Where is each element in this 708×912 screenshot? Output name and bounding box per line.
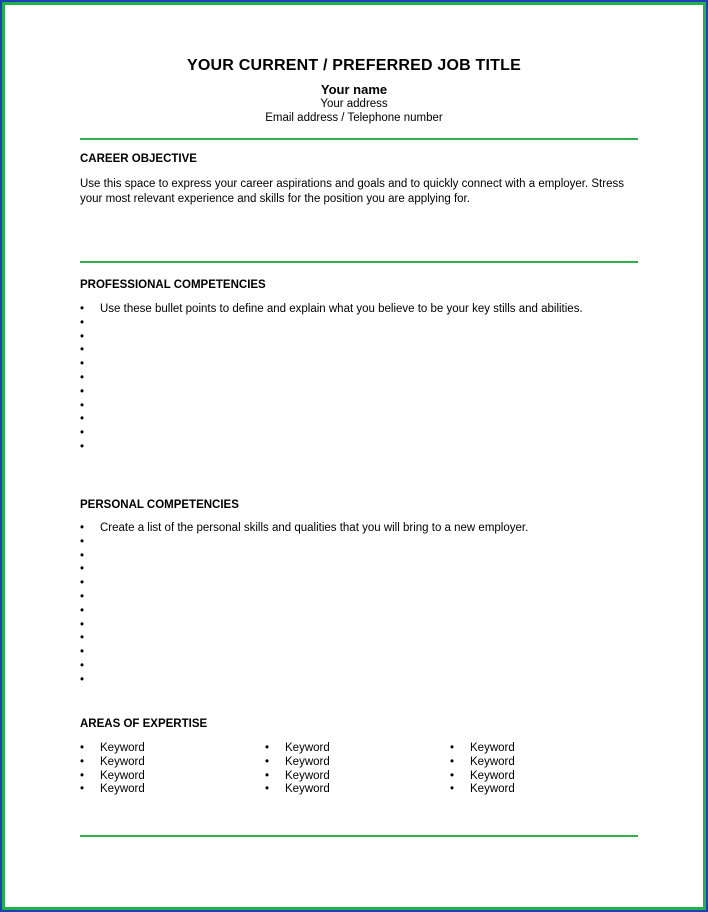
bullet-icon: • [80,742,85,754]
personal-competency-item [80,646,528,660]
personal-competency-item [80,563,528,577]
expertise-keyword-item-text: Keyword [100,783,145,796]
personal-competencies-list [80,522,528,688]
bullet-icon: • [80,549,85,562]
bullet-icon: • [450,783,455,796]
bullet-icon: • [80,371,85,384]
divider-objective [80,261,638,263]
expertise-keyword-item-text: Keyword [470,742,515,754]
bullet-icon: • [80,618,85,631]
expertise-column-2 [265,742,330,797]
professional-competency-item [80,372,583,386]
personal-competency-item [80,577,528,591]
professional-competency-item [80,344,583,358]
professional-competency-item [80,317,583,331]
bullet-icon: • [80,673,85,686]
bullet-icon: • [80,535,85,548]
career-objective-heading: CAREER OBJECTIVE [80,153,197,165]
expertise-keyword-item [450,783,515,797]
expertise-keyword-item-text: Keyword [470,769,515,782]
professional-competency-item [80,413,583,427]
personal-competency-item [80,591,528,605]
bullet-icon: • [80,399,85,412]
personal-competencies-heading: PERSONAL COMPETENCIES [80,499,239,511]
professional-competency-item [80,331,583,345]
expertise-keyword-item [265,756,330,770]
personal-competency-item [80,619,528,633]
expertise-keyword-item [80,770,145,784]
contact-line: Email address / Telephone number [265,112,443,124]
bullet-icon: • [80,577,85,590]
professional-competency-item [80,427,583,441]
bullet-icon: • [80,385,85,398]
personal-competency-item [80,632,528,646]
expertise-keyword-item [265,770,330,784]
bullet-icon: • [450,742,455,754]
bullet-icon: • [265,769,270,782]
bullet-icon: • [80,646,85,659]
bullet-icon: • [450,755,455,768]
bullet-icon: • [80,427,85,440]
bullet-icon: • [80,413,85,426]
bullet-icon: • [80,590,85,603]
professional-competency-item [80,358,583,372]
bullet-icon: • [80,440,85,453]
expertise-keyword-item-text: Keyword [470,783,515,796]
expertise-column-3 [450,742,515,797]
professional-competency-item [80,400,583,414]
bullet-icon: • [80,783,85,796]
bullet-icon: • [80,659,85,672]
expertise-keyword-item [450,742,515,756]
expertise-keyword-item [450,756,515,770]
expertise-keyword-item [80,756,145,770]
job-title: YOUR CURRENT / PREFERRED JOB TITLE [187,57,521,74]
bullet-icon: • [80,755,85,768]
expertise-keyword-item-text: Keyword [470,755,515,768]
expertise-column-1 [80,742,145,797]
professional-competency-item-text: Use these bullet points to define and explain what you believe to be your key stills and abilities. [100,303,583,315]
bullet-icon: • [80,344,85,357]
expertise-keyword-item-text: Keyword [100,769,145,782]
personal-competency-item-text: Create a list of the personal skills and qualities that you will bring to a new employer. [100,522,529,534]
bullet-icon: • [265,742,270,754]
expertise-keyword-item-text: Keyword [285,769,330,782]
career-objective-text: Use this space to express your career aspirations and goals and to quickly connect with a employer. Stress your most relevant experience and skills for the position you are applying for. [80,178,624,205]
personal-competency-item [80,522,528,536]
bullet-icon: • [265,755,270,768]
bullet-icon: • [80,769,85,782]
divider-top [80,138,638,140]
professional-competency-item [80,441,583,455]
bullet-icon: • [450,769,455,782]
bullet-icon: • [80,632,85,645]
bullet-icon: • [80,330,85,343]
expertise-keyword-item [265,742,330,756]
address-line: Your address [320,98,388,110]
your-name: Your name [320,82,388,97]
bullet-icon: • [265,783,270,796]
personal-competency-item [80,674,528,688]
personal-competency-item [80,536,528,550]
professional-competency-item [80,386,583,400]
professional-competency-item [80,303,583,317]
bullet-icon: • [80,563,85,576]
professional-competencies-heading: PROFESSIONAL COMPETENCIES [80,279,266,291]
expertise-keyword-item [80,742,145,756]
expertise-keyword-item-text: Keyword [285,742,330,754]
bullet-icon: • [80,604,85,617]
expertise-keyword-item-text: Keyword [100,742,145,754]
expertise-keyword-item-text: Keyword [285,755,330,768]
areas-of-expertise-heading: AREAS OF EXPERTISE [80,718,208,730]
bullet-icon: • [80,358,85,371]
personal-competency-item [80,605,528,619]
bullet-icon: • [80,522,85,534]
divider-bottom [80,835,638,837]
personal-competency-item [80,660,528,674]
expertise-keyword-item-text: Keyword [285,783,330,796]
personal-competency-item [80,550,528,564]
expertise-keyword-item [450,770,515,784]
professional-competencies-list [80,303,583,455]
bullet-icon: • [80,316,85,329]
expertise-keyword-item [80,783,145,797]
expertise-keyword-item-text: Keyword [100,755,145,768]
bullet-icon: • [80,303,85,315]
expertise-keyword-item [265,783,330,797]
